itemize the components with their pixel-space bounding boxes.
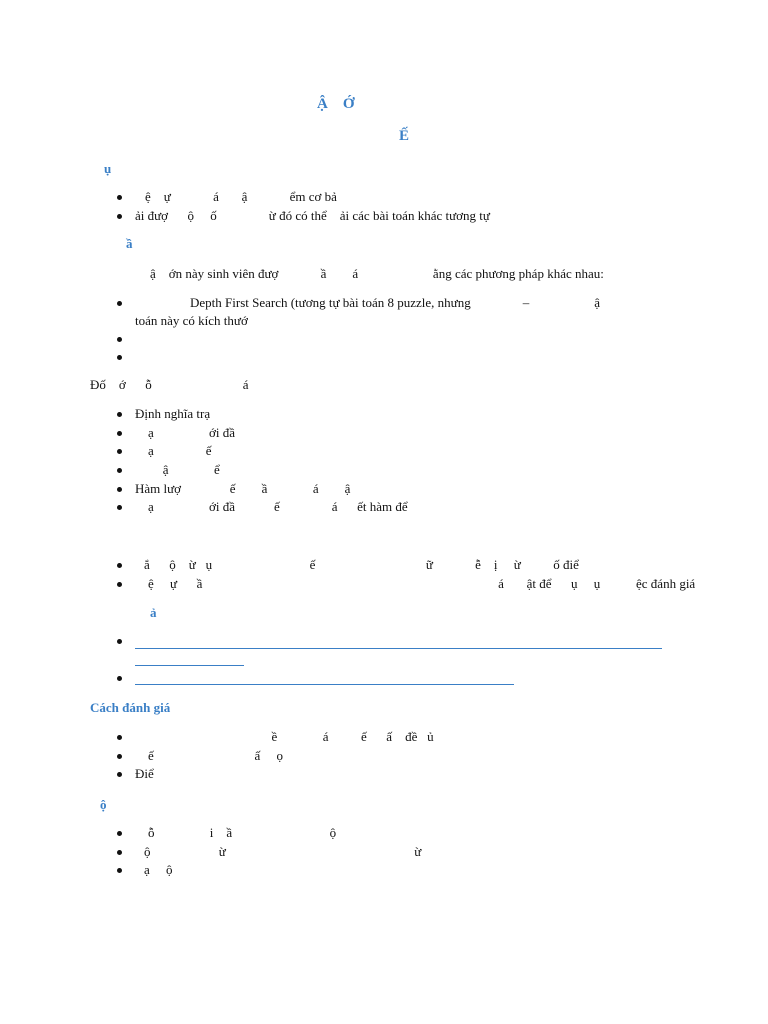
bullet	[117, 337, 122, 342]
list-item-continuation: toán này có kích thướ	[135, 313, 248, 328]
list-item: ậ ể	[140, 462, 220, 477]
bullet	[117, 639, 122, 644]
bullet	[117, 214, 122, 219]
bullet	[117, 487, 122, 492]
bullet	[117, 868, 122, 873]
list-item: Điể	[135, 766, 154, 781]
list-item: ạ ới đầ ế á ết hàm để	[148, 499, 408, 514]
list-item: ề á ế ấ đề ủ	[135, 729, 434, 744]
bullet	[117, 431, 122, 436]
list-item: ộ ừ ừ	[144, 844, 422, 859]
bullet	[117, 772, 122, 777]
list-item: Depth First Search (tương tự bài toán 8 puzzle, nhưng – ậ	[190, 295, 601, 310]
reference-link-1[interactable]	[135, 648, 662, 649]
list-item: Hàm lượ ế ầ á ậ	[135, 481, 351, 496]
bullet	[117, 355, 122, 360]
section-heading-references: ả	[150, 605, 157, 620]
list-item: ắ ộ ừ ụ ế ữ ễ ị ừ ố điể	[144, 557, 579, 572]
bullet	[117, 412, 122, 417]
bullet	[117, 850, 122, 855]
list-item: ạ ế	[148, 443, 212, 458]
list-item: ế ấ ọ	[148, 748, 284, 763]
section-intro-line: Đố ớ ỗ á	[90, 377, 249, 392]
bullet	[117, 301, 122, 306]
list-item: ạ ộ	[144, 862, 173, 877]
list-item: Định nghĩa trạ	[135, 406, 211, 421]
bullet	[117, 468, 122, 473]
doc-title-line1: Ậ Ớ	[317, 96, 355, 112]
section-heading-objectives: ụ	[104, 161, 112, 176]
bullet	[117, 735, 122, 740]
section-heading-requirements: ầ	[126, 236, 133, 251]
bullet	[117, 754, 122, 759]
list-item: ải đượ ộ ố ừ đó có thể ải các bài toán khác tương tự	[135, 208, 490, 223]
bullet	[117, 505, 122, 510]
section-heading-submission: ộ	[100, 797, 107, 812]
bullet	[117, 582, 122, 587]
list-item: ệ ự á ậ ểm cơ bả	[145, 189, 337, 204]
paragraph-intro: ậ ớn này sinh viên đượ ầ á ằng các phương pháp khác nhau:	[150, 266, 604, 281]
reference-link-1-continuation[interactable]	[135, 665, 244, 666]
bullet	[117, 449, 122, 454]
bullet	[117, 195, 122, 200]
reference-link-2[interactable]	[135, 684, 514, 685]
bullet	[117, 831, 122, 836]
bullet	[117, 676, 122, 681]
list-item: ạ ới đầ	[148, 425, 236, 440]
doc-title-line2: Ế	[399, 128, 410, 144]
list-item: ỗ i ầ ộ	[148, 825, 337, 840]
bullet	[117, 563, 122, 568]
list-item: ệ ự ầ á ật để ụ ụ ệc đánh giá	[148, 576, 696, 591]
section-heading-grading: Cách đánh giá	[90, 700, 171, 715]
